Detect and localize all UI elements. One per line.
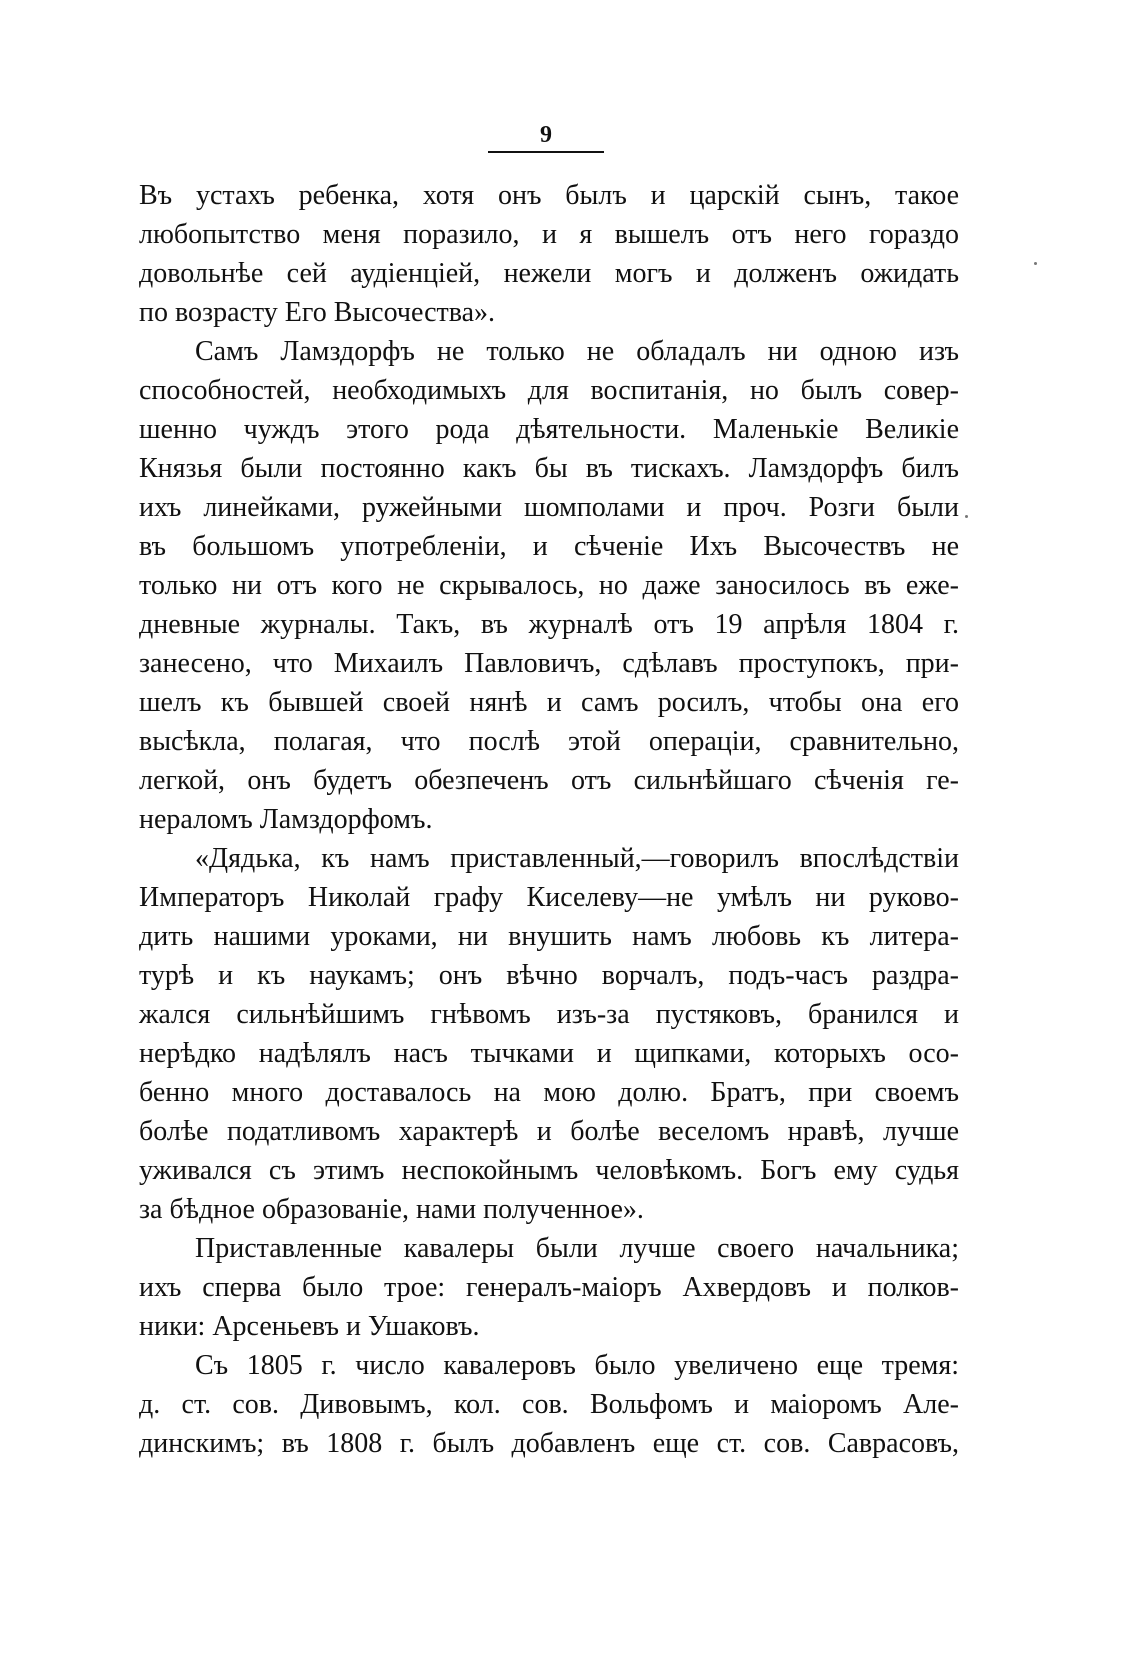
paragraph	[139, 1346, 959, 1463]
text-line: Съ 1805 г. число кавалеровъ было увеличено еще тремя:	[195, 1350, 959, 1381]
paragraph	[139, 839, 959, 1229]
paragraph	[139, 332, 959, 839]
text-line: уживался съ этимъ неспокойнымъ человѣкомъ. Богъ ему судья	[139, 1155, 959, 1186]
text-line: ихъ линейками, ружейными шомполами и проч. Розги были	[139, 492, 959, 523]
text-line: ники: Арсеньевъ и Ушаковъ.	[139, 1311, 480, 1342]
text-line: въ большомъ употребленіи, и сѣченіе Ихъ Высочествъ не	[139, 531, 959, 562]
text-line: только ни отъ кого не скрывалось, но даже заносилось въ еже-	[139, 570, 959, 601]
text-line: занесено, что Михаилъ Павловичъ, сдѣлавъ проступокъ, при-	[139, 648, 959, 679]
text-line: дневные журналы. Такъ, въ журналѣ отъ 19 апрѣля 1804 г.	[139, 609, 959, 640]
text-line: турѣ и къ наукамъ; онъ вѣчно ворчалъ, подъ-часъ раздра-	[139, 960, 959, 991]
text-line: шенно чуждъ этого рода дѣятельности. Маленькіе Великіе	[139, 414, 959, 445]
text-line: любопытство меня поразило, и я вышелъ отъ него гораздо	[139, 219, 959, 250]
text-line: способностей, необходимыхъ для воспитанія, но былъ совер-	[139, 375, 959, 406]
text-line: шелъ къ бывшей своей нянѣ и самъ росилъ, чтобы она его	[139, 687, 959, 718]
text-line: нерѣдко надѣлялъ насъ тычками и щипками, которыхъ осо-	[139, 1038, 959, 1069]
text-line: нераломъ Ламздорфомъ.	[139, 804, 433, 835]
body-text	[139, 176, 959, 1463]
text-line: высѣкла, полагая, что послѣ этой операціи, сравнительно,	[139, 726, 959, 757]
text-line: довольнѣе сей аудіенціей, нежели могъ и долженъ ожидать	[139, 258, 959, 289]
text-line: дить нашими уроками, ни внушить намъ любовь къ литера-	[139, 921, 959, 952]
text-line: по возрасту Его Высочества».	[139, 297, 496, 328]
text-line: жался сильнѣйшимъ гнѣвомъ изъ-за пустяковъ, бранился и	[139, 999, 959, 1030]
stray-speck	[1034, 262, 1037, 265]
text-line: д. ст. сов. Дивовымъ, кол. сов. Вольфомъ и маіоромъ Але-	[139, 1389, 959, 1420]
text-line: «Дядька, къ намъ приставленный,—говорилъ впослѣдствіи	[195, 843, 959, 874]
text-line: динскимъ; въ 1808 г. былъ добавленъ еще ст. сов. Саврасовъ,	[139, 1428, 959, 1459]
text-line: ихъ сперва было трое: генералъ-маіоръ Ахвердовъ и полков-	[139, 1272, 959, 1303]
text-line: болѣе податливомъ характерѣ и болѣе веселомъ нравѣ, лучше	[139, 1116, 959, 1147]
page-header	[488, 122, 604, 153]
stray-speck	[965, 515, 968, 518]
text-line: Въ устахъ ребенка, хотя онъ былъ и царскій сынъ, такое	[139, 180, 959, 211]
text-line: Императоръ Николай графу Киселеву—не умѣлъ ни руково-	[139, 882, 959, 913]
text-line: легкой, онъ будетъ обезпеченъ отъ сильнѣйшаго сѣченія ге-	[139, 765, 959, 796]
paragraph	[139, 1229, 959, 1346]
text-line: Князья были постоянно какъ бы въ тискахъ. Ламздорфъ билъ	[139, 453, 959, 484]
page-number: 9	[540, 122, 552, 148]
text-line: бенно много доставалось на мою долю. Братъ, при своемъ	[139, 1077, 959, 1108]
text-line: Приставленные кавалеры были лучше своего начальника;	[195, 1233, 959, 1264]
text-line: за бѣдное образованіе, нами полученное».	[139, 1194, 644, 1225]
paragraph	[139, 176, 959, 332]
page-number-rule	[488, 151, 604, 153]
text-line: Самъ Ламздорфъ не только не обладалъ ни одною изъ	[195, 336, 959, 367]
